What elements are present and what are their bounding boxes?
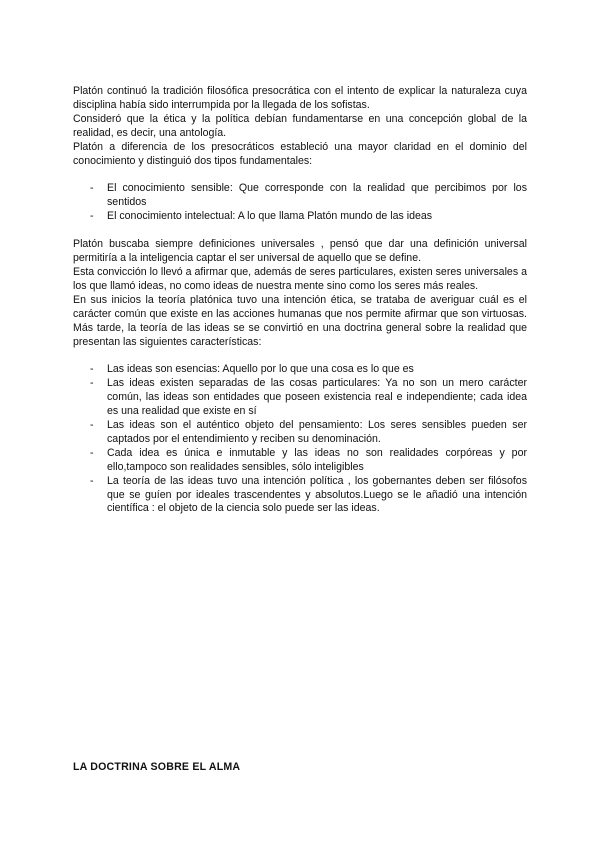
paragraph: Consideró que la ética y la política debían fundamentarse en una concepción global de la realidad, es decir, una antología. [73, 112, 527, 139]
ideas-characteristics-list [73, 363, 527, 516]
section-heading: LA DOCTRINA SOBRE EL ALMA [73, 761, 241, 773]
bullet-dash: - [90, 446, 94, 459]
paragraph: Esta convicción lo llevó a afirmar que, además de seres particulares, existen seres universales a los que llamó ideas, no como ideas de nuestra mente sino como los seres más reales. [73, 265, 527, 292]
bullet-dash: - [90, 182, 94, 195]
list-item [73, 447, 527, 475]
list-item-text: El conocimiento intelectual: A lo que llama Platón mundo de las ideas [107, 210, 433, 223]
list-item-text: Las ideas existen separadas de las cosas particulares: Ya no son un mero carácter común, las ideas son entidades que poseen existencia real e independiente; cada idea es una realidad que existe en sí [107, 377, 527, 418]
list-item [73, 210, 527, 224]
bullet-dash: - [90, 210, 94, 223]
list-item-text: Las ideas son el auténtico objeto del pensamiento: Los seres sensibles pueden ser captados por el entendimiento y reciben su denominación. [107, 419, 527, 445]
list-item-text: Cada idea es única e inmutable y las ideas no son realidades corpóreas y por ello,tampoco son realidades sensibles, sólo inteligibles [107, 446, 527, 473]
list-item-text: La teoría de las ideas tuvo una intención política , los gobernantes deben ser filósofos que se guíen por ideales trascendentes y absolutos.Luego se le añadió una intención científica : el objeto de la ciencia solo puede ser las ideas. [107, 474, 527, 515]
paragraph: En sus inicios la teoría platónica tuvo una intención ética, se trataba de averiguar cuál es el carácter común que existe en las acciones humanas que nos permite afirmar que son virtuosas. Más tarde, la teoría de las ideas se se convirtió en una doctrina general sobre la realidad que presentan las siguientes características: [73, 293, 527, 348]
bullet-dash: - [90, 419, 94, 432]
list-item [73, 475, 527, 517]
paragraph: Platón buscaba siempre definiciones universales , pensó que dar una definición universal permitiría a la inteligencia captar el ser universal de aquello que se define. [73, 238, 527, 265]
list-item-text: Las ideas son esencias: Aquello por lo que una cosa es lo que es [107, 363, 414, 376]
list-item [73, 419, 527, 447]
bullet-dash: - [90, 474, 94, 487]
bullet-dash: - [90, 377, 94, 390]
list-item [73, 363, 527, 377]
list-item-text: El conocimiento sensible: Que corresponde con la realidad que percibimos por los sentidos [107, 182, 527, 209]
list-item [73, 377, 527, 419]
paragraph: Platón continuó la tradición filosófica presocrática con el intento de explicar la naturaleza cuya disciplina había sido interrumpida por la llegada de los sofistas. [73, 85, 527, 111]
bullet-dash: - [90, 363, 94, 376]
list-item [73, 182, 527, 210]
knowledge-types-list [73, 182, 527, 224]
paragraph: Platón a diferencia de los presocráticos estableció una mayor claridad en el dominio del conocimiento y distinguió dos tipos fundamentales: [73, 140, 527, 167]
document-body [73, 85, 527, 516]
